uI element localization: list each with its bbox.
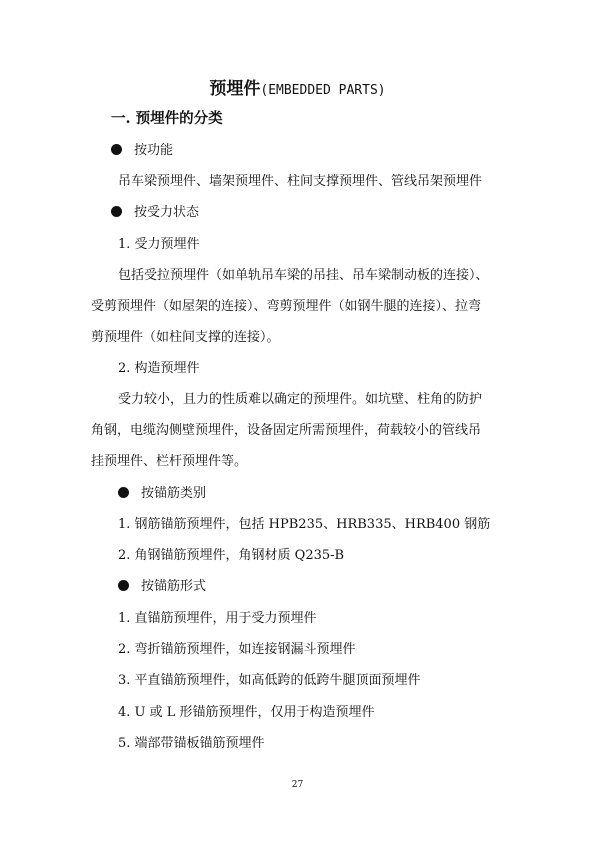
list-item: 2. 弯折锚筋预埋件，如连接钢漏斗预埋件 (118, 642, 356, 657)
bullet-by-anchor-type (118, 485, 206, 503)
subheading-force-parts: 1. 受力预埋件 (118, 237, 200, 252)
list-item: 1. 钢筋锚筋预埋件，包括 HPB235、HRB335、HRB400 钢筋 (118, 517, 491, 532)
paragraph-line: 挂预埋件、栏杆预埋件等。 (91, 454, 248, 469)
title-chinese: 预埋件 (209, 79, 261, 99)
list-item: 5. 端部带锚板锚筋预埋件 (118, 736, 265, 751)
function-items: 吊车梁预埋件、墙架预埋件、柱间支撑预埋件、管线吊架预埋件 (118, 174, 483, 189)
list-item: 1. 直锚筋预埋件，用于受力预埋件 (118, 611, 317, 626)
bullet-label: 按功能 (134, 143, 174, 158)
paragraph-line: 受剪预埋件（如屋架的连接）、弯剪预埋件（如钢牛腿的连接）、拉弯 (91, 299, 482, 314)
page-number: 27 (291, 780, 304, 790)
list-item: 3. 平直锚筋预埋件，如高低跨的低跨牛腿顶面预埋件 (118, 673, 421, 688)
bullet-by-function (111, 142, 173, 160)
bullet-icon (118, 487, 129, 498)
bullet-label: 按锚筋形式 (141, 579, 207, 594)
list-item: 4. U 或 L 形锚筋预埋件，仅用于构造预埋件 (118, 705, 375, 720)
paragraph-line: 角钢，电缆沟侧壁预埋件，设备固定所需预埋件，荷载较小的管线吊 (91, 423, 482, 438)
subheading-structural-parts: 2. 构造预埋件 (118, 361, 200, 376)
bullet-icon (118, 580, 129, 591)
paragraph-line: 受力较小，且力的性质难以确定的预埋件。如坑壁、柱角的防护 (118, 392, 483, 407)
bullet-label: 按受力状态 (134, 205, 200, 220)
title-english: (EMBEDDED PARTS) (260, 83, 386, 98)
paragraph-line: 包括受拉预埋件（如单轨吊车梁的吊挂、吊车梁制动板的连接）、 (118, 268, 489, 283)
bullet-label: 按锚筋类别 (141, 486, 207, 501)
bullet-icon (111, 144, 122, 155)
bullet-by-anchor-form (118, 578, 206, 596)
section-heading: 一. 预埋件的分类 (111, 110, 223, 127)
bullet-by-force (111, 204, 199, 222)
bullet-icon (111, 206, 122, 217)
list-item: 2. 角钢锚筋预埋件，角钢材质 Q235-B (118, 548, 345, 563)
page-title (0, 77, 595, 103)
paragraph-line: 剪预埋件（如柱间支撑的连接）。 (91, 330, 280, 345)
